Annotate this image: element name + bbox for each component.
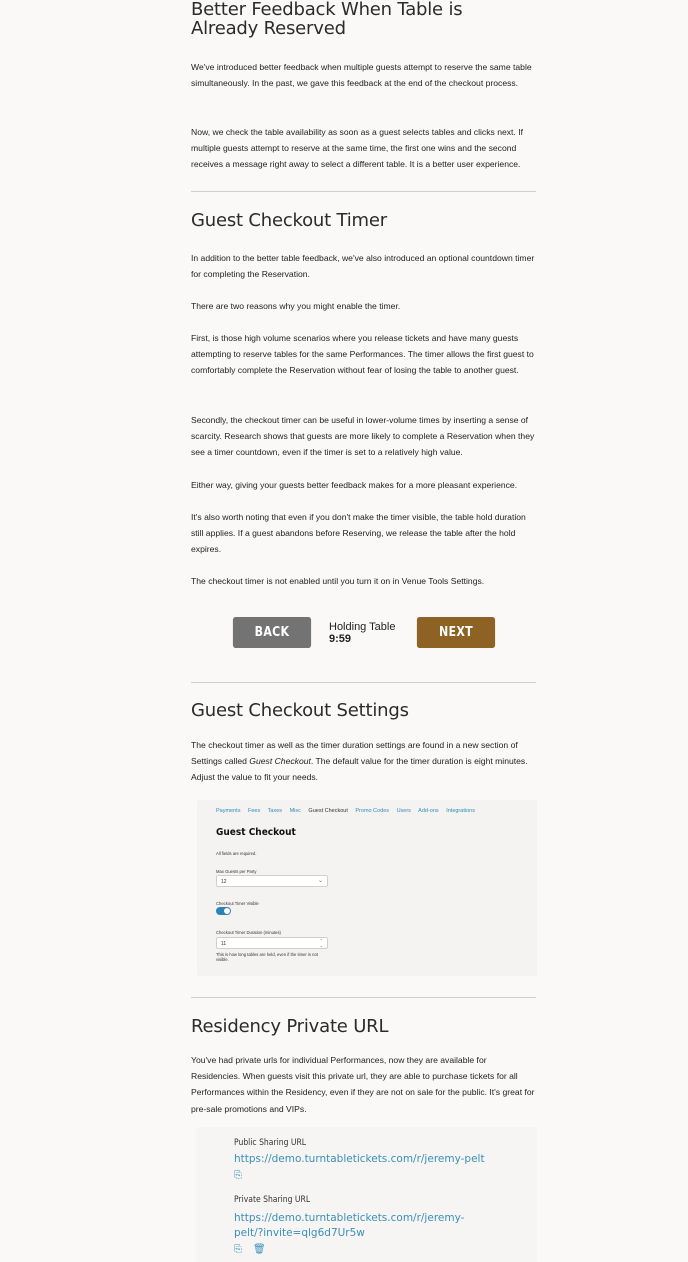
section-table-feedback (191, 0, 536, 38)
settings-title: Guest Checkout (216, 827, 296, 838)
section-residency-url (191, 1017, 536, 1036)
max-guests-label: Max Guests per Party (216, 869, 257, 874)
chevron-down-icon: ⌄ (317, 878, 323, 884)
required-note: All fields are required. (216, 851, 257, 856)
tab-fees[interactable]: Fees (248, 808, 261, 814)
paragraph: First, is those high volume scenarios where you release tickets and have many guests attempting to reserve tables for the same Performances. The timer allows the first guest to comfortably complete the Reservation without fear of losing the table to another guest. (191, 333, 534, 376)
holding-table-timer (329, 621, 395, 645)
holding-label: Holding Table (329, 621, 396, 633)
divider (191, 682, 536, 683)
timer-visible-label: Checkout Timer Visible (216, 901, 259, 906)
paragraph: In addition to the better table feedback, we've also introduced an optional countdown timer for completing the Reservation. (191, 253, 535, 280)
divider (191, 997, 536, 998)
settings-screenshot (197, 800, 537, 976)
duration-label: Checkout Timer Duration (minutes) (216, 930, 281, 935)
sharing-url-screenshot (197, 1127, 537, 1262)
trash-icon[interactable]: 🗑 (253, 1244, 266, 1255)
duration-help: This is how long tables are held, even if the timer is not visible. (216, 952, 318, 962)
section-title: Guest Checkout Timer (191, 210, 387, 231)
copy-icon[interactable]: ⎘ (234, 1244, 242, 1255)
duration-input[interactable]: 11 ⌃ ⌄ (216, 937, 328, 949)
tab-integrations[interactable]: Integrations (446, 808, 475, 814)
next-button[interactable]: NEXT (417, 617, 495, 648)
tab-add-ons[interactable]: Add-ons (418, 808, 439, 814)
section-title: Better Feedback When Table is Already Reserved (191, 0, 463, 39)
section-checkout-settings (191, 701, 536, 720)
paragraph: The checkout timer is not enabled until you turn it on in Venue Tools Settings. (191, 576, 485, 586)
paragraph: The checkout timer as well as the timer duration settings are found in a new section of Settings called Guest Checkout. The default value for the timer duration is eight minutes. Adjust the value to fit your needs. (191, 740, 528, 783)
private-url-label: Private Sharing URL (234, 1195, 311, 1205)
paragraph: We've introduced better feedback when multiple guests attempt to reserve the same table simultaneously. In the past, we gave this feedback at the end of the checkout process. (191, 62, 532, 89)
paragraph: Secondly, the checkout timer can be useful in lower-volume times by inserting a sense of scarcity. Research shows that guests are more likely to complete a Reservation when they see a timer countdown, even if the timer is set to a relatively high value. (191, 415, 535, 458)
section-checkout-timer (191, 211, 536, 230)
timer-visible-toggle[interactable] (216, 907, 231, 915)
settings-tabs (216, 808, 481, 814)
tab-misc[interactable]: Misc (289, 808, 301, 814)
paragraph: Either way, giving your guests better feedback makes for a more pleasant experience. (191, 480, 518, 490)
back-button[interactable]: BACK (233, 617, 311, 648)
tab-guest-checkout[interactable]: Guest Checkout (308, 808, 348, 814)
max-guests-select[interactable]: 12 ⌄ (216, 875, 328, 887)
section-title: Guest Checkout Settings (191, 700, 409, 721)
tab-taxes[interactable]: Taxes (267, 808, 283, 814)
copy-icon[interactable]: ⎘ (234, 1170, 242, 1181)
public-url-link[interactable]: https://demo.turntabletickets.com/r/jeremy-pelt (234, 1153, 485, 1165)
public-url-label: Public Sharing URL (234, 1138, 307, 1148)
paragraph: There are two reasons why you might enable the timer. (191, 301, 401, 311)
divider (191, 191, 536, 192)
private-url-link[interactable]: https://demo.turntabletickets.com/r/jeremy-pelt/?invite=qlg6d7Ur5w (234, 1212, 465, 1239)
paragraph: Now, we check the table availability as soon as a guest selects tables and clicks next. If multiple guests attempt to reserve at the same time, the first one wins and the second receives a message right away to select a different table. It is a better user experience. (191, 127, 523, 170)
tab-promo-codes[interactable]: Promo Codes (355, 808, 390, 814)
tab-payments[interactable]: Payments (216, 808, 241, 814)
tab-users[interactable]: Users (396, 808, 411, 814)
paragraph: You've had private urls for individual Performances, now they are available for Residencies. When guests visit this private url, they are able to purchase tickets for all Performances within the Residency, even if they are not on sale for the public. It's great for pre-sale promotions and VIPs. (191, 1055, 535, 1114)
section-title: Residency Private URL (191, 1016, 389, 1037)
countdown-time: 9:59 (329, 633, 352, 645)
paragraph: It's also worth noting that even if you don't make the timer visible, the table hold duration still applies. If a guest abandons before Reserving, we release the table after the hold expires. (191, 512, 526, 555)
stepper-icon[interactable]: ⌃ ⌄ (319, 938, 323, 948)
